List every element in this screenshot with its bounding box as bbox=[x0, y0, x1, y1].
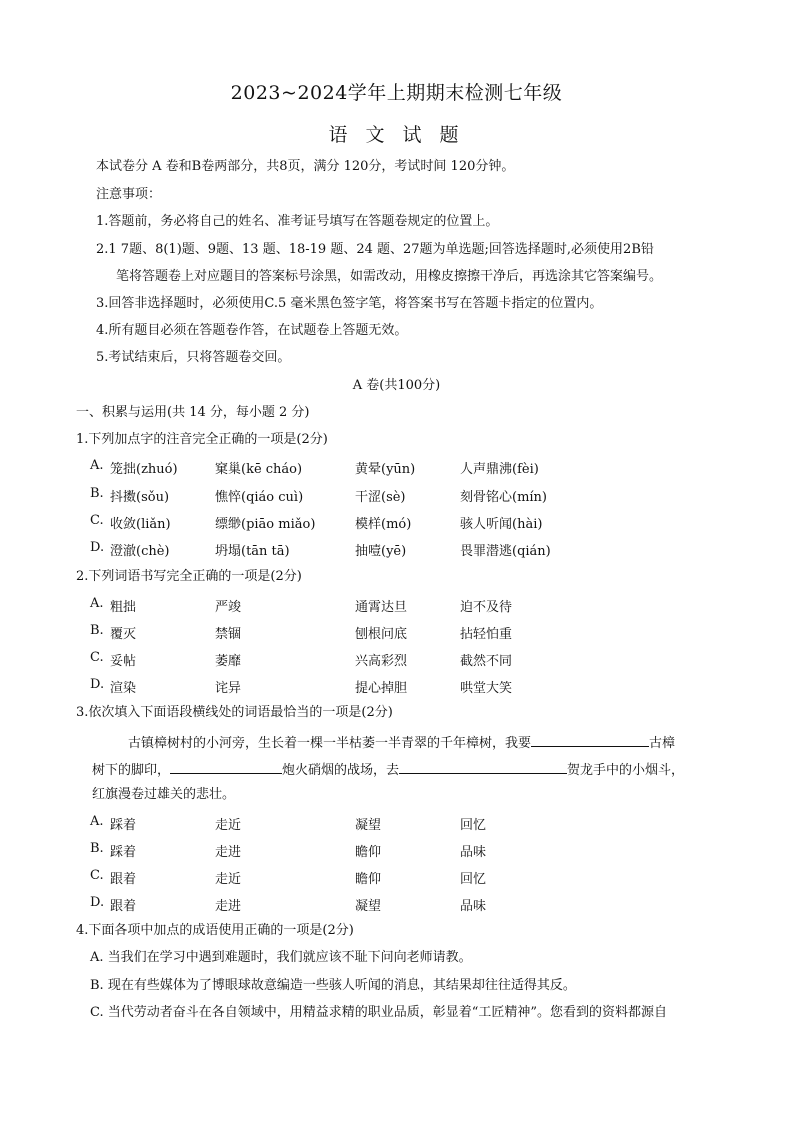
option-letter: C. bbox=[90, 868, 104, 883]
intro-text: 本试卷分 A 卷和B卷两部分，共8页，满分 120分，考试时间 120分钟。 bbox=[96, 159, 515, 174]
option-word: 瞻仰 bbox=[355, 872, 382, 887]
option-word: 凝望 bbox=[355, 818, 382, 833]
option-word: 憔悴(qiáo cuì) bbox=[215, 490, 304, 505]
option-word: 截然不同 bbox=[460, 654, 513, 669]
option-word: 回忆 bbox=[460, 818, 487, 833]
option-word: 走近 bbox=[215, 818, 242, 833]
part-one-heading: 一、积累与运用(共 14 分，每小题 2 分) bbox=[76, 405, 310, 420]
option-word: 踩着 bbox=[110, 818, 137, 833]
option-word: 跟着 bbox=[110, 899, 137, 914]
notes-title: 注意事项： bbox=[96, 187, 162, 202]
option-word: 人声鼎沸(fèi) bbox=[460, 462, 539, 477]
note-item: 4.所有题目必须在答题卷作答，在试题卷上答题无效。 bbox=[96, 323, 408, 338]
option-word: 走近 bbox=[215, 872, 242, 887]
option-word: 黄晕(yūn) bbox=[355, 462, 416, 477]
option-word: 刨根问底 bbox=[355, 627, 408, 642]
option-letter: D. bbox=[90, 895, 105, 910]
answer-blank bbox=[170, 759, 282, 774]
option-word: 缥缈(piāo miǎo) bbox=[215, 517, 316, 532]
option-word: 畏罪潜逃(qián) bbox=[460, 544, 551, 559]
option-word: 抖擞(sǒu) bbox=[110, 490, 170, 505]
answer-blank bbox=[531, 732, 649, 747]
option-word: 干涩(sè) bbox=[355, 490, 406, 505]
option-letter: A. bbox=[90, 458, 104, 473]
q4-stem: 4.下面各项中加点的成语使用正确的一项是(2分) bbox=[76, 923, 354, 938]
option-letter: B. bbox=[90, 841, 104, 856]
option-letter: C. bbox=[90, 650, 104, 665]
option-word: 模样(mó) bbox=[355, 517, 412, 532]
option-letter: D. bbox=[90, 540, 105, 555]
option-word: 品味 bbox=[460, 845, 487, 860]
option-word: 笼拙(zhuó) bbox=[110, 462, 178, 477]
note-item: 1.答题前，务必将自己的姓名、准考证号填写在答题卷规定的位置上。 bbox=[96, 214, 499, 229]
q4-option-b: B. 现在有些媒体为了博眼球故意编造一些骇人听闻的消息，其结果却往往适得其反。 bbox=[90, 978, 576, 993]
q4-option-c: C. 当代劳动者奋斗在各自领域中，用精益求精的职业品质，彰显着“工匠精神”。您看到的资料都源自 bbox=[90, 1005, 668, 1020]
option-word: 粗拙 bbox=[110, 600, 137, 615]
option-letter: C. bbox=[90, 513, 104, 528]
option-word: 品味 bbox=[460, 899, 487, 914]
option-word: 严竣 bbox=[215, 600, 242, 615]
note-item-continued: 笔将答题卷上对应题目的答案标号涂黑，如需改动，用橡皮擦擦干净后，再选涂其它答案编号。 bbox=[116, 269, 663, 284]
option-letter: D. bbox=[90, 677, 105, 692]
option-word: 渲染 bbox=[110, 681, 137, 696]
option-word: 刻骨铭心(mín) bbox=[460, 490, 548, 505]
option-word: 凝望 bbox=[355, 899, 382, 914]
option-word: 通霄达旦 bbox=[355, 600, 408, 615]
option-word: 瞻仰 bbox=[355, 845, 382, 860]
option-letter: A. bbox=[90, 596, 104, 611]
option-word: 哄堂大笑 bbox=[460, 681, 513, 696]
option-word: 踩着 bbox=[110, 845, 137, 860]
option-word: 走进 bbox=[215, 845, 242, 860]
option-word: 拈轻怕重 bbox=[460, 627, 513, 642]
option-word: 兴高彩烈 bbox=[355, 654, 408, 669]
option-word: 收敛(liǎn) bbox=[110, 517, 171, 532]
q3-stem: 3.依次填入下面语段横线处的词语最恰当的一项是(2分) bbox=[76, 705, 393, 720]
option-letter: B. bbox=[90, 486, 104, 501]
option-word: 妥帖 bbox=[110, 654, 137, 669]
note-item: 2.1 7题、8(1)题、9题、13 题、18-19 题、24 题、27题为单选题;回答选择题时,必须使用2B铅 bbox=[96, 242, 654, 257]
option-word: 澄澈(chè) bbox=[110, 544, 170, 559]
option-word: 迫不及待 bbox=[460, 600, 513, 615]
answer-blank bbox=[399, 759, 567, 774]
option-letter: A. bbox=[90, 814, 104, 829]
q3-passage-line-3: 红旗漫卷过雄关的悲壮。 bbox=[92, 787, 236, 802]
option-word: 回忆 bbox=[460, 872, 487, 887]
section-a-heading: A 卷(共100分) bbox=[352, 378, 441, 393]
option-word: 提心掉胆 bbox=[355, 681, 408, 696]
option-word: 骇人听闻(hài) bbox=[460, 517, 543, 532]
option-word: 诧异 bbox=[215, 681, 242, 696]
option-word: 萎靡 bbox=[215, 654, 242, 669]
q2-stem: 2.下列词语书写完全正确的一项是(2分) bbox=[76, 569, 302, 584]
exam-subtitle: 语 文 试 题 bbox=[328, 124, 465, 146]
note-item: 3.回答非选择题时，必须使用C.5 毫米黑色签字笔，将答案书写在答题卡指定的位置内。 bbox=[96, 296, 603, 311]
option-word: 跟着 bbox=[110, 872, 137, 887]
option-word: 坍塌(tān tā) bbox=[215, 544, 290, 559]
q4-option-a: A. 当我们在学习中遇到难题时，我们就应该不耻下问向老师请教。 bbox=[90, 950, 472, 965]
q1-stem: 1.下列加点字的注音完全正确的一项是(2分) bbox=[76, 432, 328, 447]
option-word: 覆灭 bbox=[110, 627, 137, 642]
option-word: 走进 bbox=[215, 899, 242, 914]
option-word: 窠巢(kē cháo) bbox=[215, 462, 303, 477]
exam-title: 2023~2024学年上期期末检测七年级 bbox=[230, 82, 563, 104]
option-word: 抽噎(yē) bbox=[355, 544, 407, 559]
q3-passage-line-1: 古镇樟树村的小河旁，生长着一棵一半枯萎一半青翠的千年樟树，我要 古樟 bbox=[128, 732, 675, 753]
option-word: 禁锢 bbox=[215, 627, 242, 642]
note-item: 5.考试结束后，只将答题卷交回。 bbox=[96, 350, 291, 365]
option-letter: B. bbox=[90, 623, 104, 638]
q3-passage-line-2: 树下的脚印， 炮火硝烟的战场，去 贺龙手中的小烟斗， bbox=[92, 759, 684, 780]
